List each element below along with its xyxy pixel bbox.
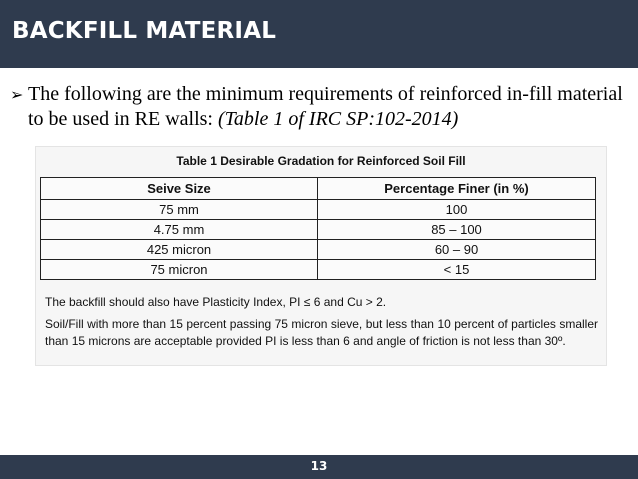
slide-header [0, 0, 638, 68]
table-row [41, 240, 596, 260]
table-cell: 100 [318, 200, 596, 220]
table-cell: 60 – 90 [318, 240, 596, 260]
table-header-row [41, 178, 596, 200]
slide-footer [0, 455, 638, 479]
note-plasticity-index: The backfill should also have Plasticity Index, PI ≤ 6 and Cu > 2. [45, 295, 387, 309]
bullet-paragraph [10, 82, 630, 132]
column-header-sieve-size: Seive Size [41, 178, 318, 200]
slide-title: BACKFILL MATERIAL [12, 18, 277, 44]
table-cell: 85 – 100 [318, 220, 596, 240]
table-image [35, 146, 607, 366]
table-cell: 75 micron [41, 260, 318, 280]
note-fines-content: Soil/Fill with more than 15 percent passing 75 micron sieve, but less than 10 percent of particles smaller than 15 microns are acceptable provided PI is less than 6 and angle of friction is not less than 30º. [45, 317, 598, 348]
table-notes [45, 294, 598, 350]
table-row [41, 200, 596, 220]
gradation-table [40, 177, 596, 280]
bullet-text-block [28, 82, 630, 132]
table-cell: 425 micron [41, 240, 318, 260]
table-row [41, 260, 596, 280]
table-caption: Table 1 Desirable Gradation for Reinforced Soil Fill [176, 154, 466, 168]
arrow-bullet-icon: ➢ [10, 85, 24, 104]
bullet-reference: (Table 1 of IRC SP:102-2014) [217, 108, 459, 130]
bullet-text: The following are the minimum requirements of reinforced in-fill material to be used in RE walls: [28, 83, 623, 130]
table-cell: 75 mm [41, 200, 318, 220]
page-number: 13 [310, 459, 328, 473]
table-cell: 4.75 mm [41, 220, 318, 240]
column-header-percentage-finer: Percentage Finer (in %) [318, 178, 596, 200]
table-cell: < 15 [318, 260, 596, 280]
table-row [41, 220, 596, 240]
